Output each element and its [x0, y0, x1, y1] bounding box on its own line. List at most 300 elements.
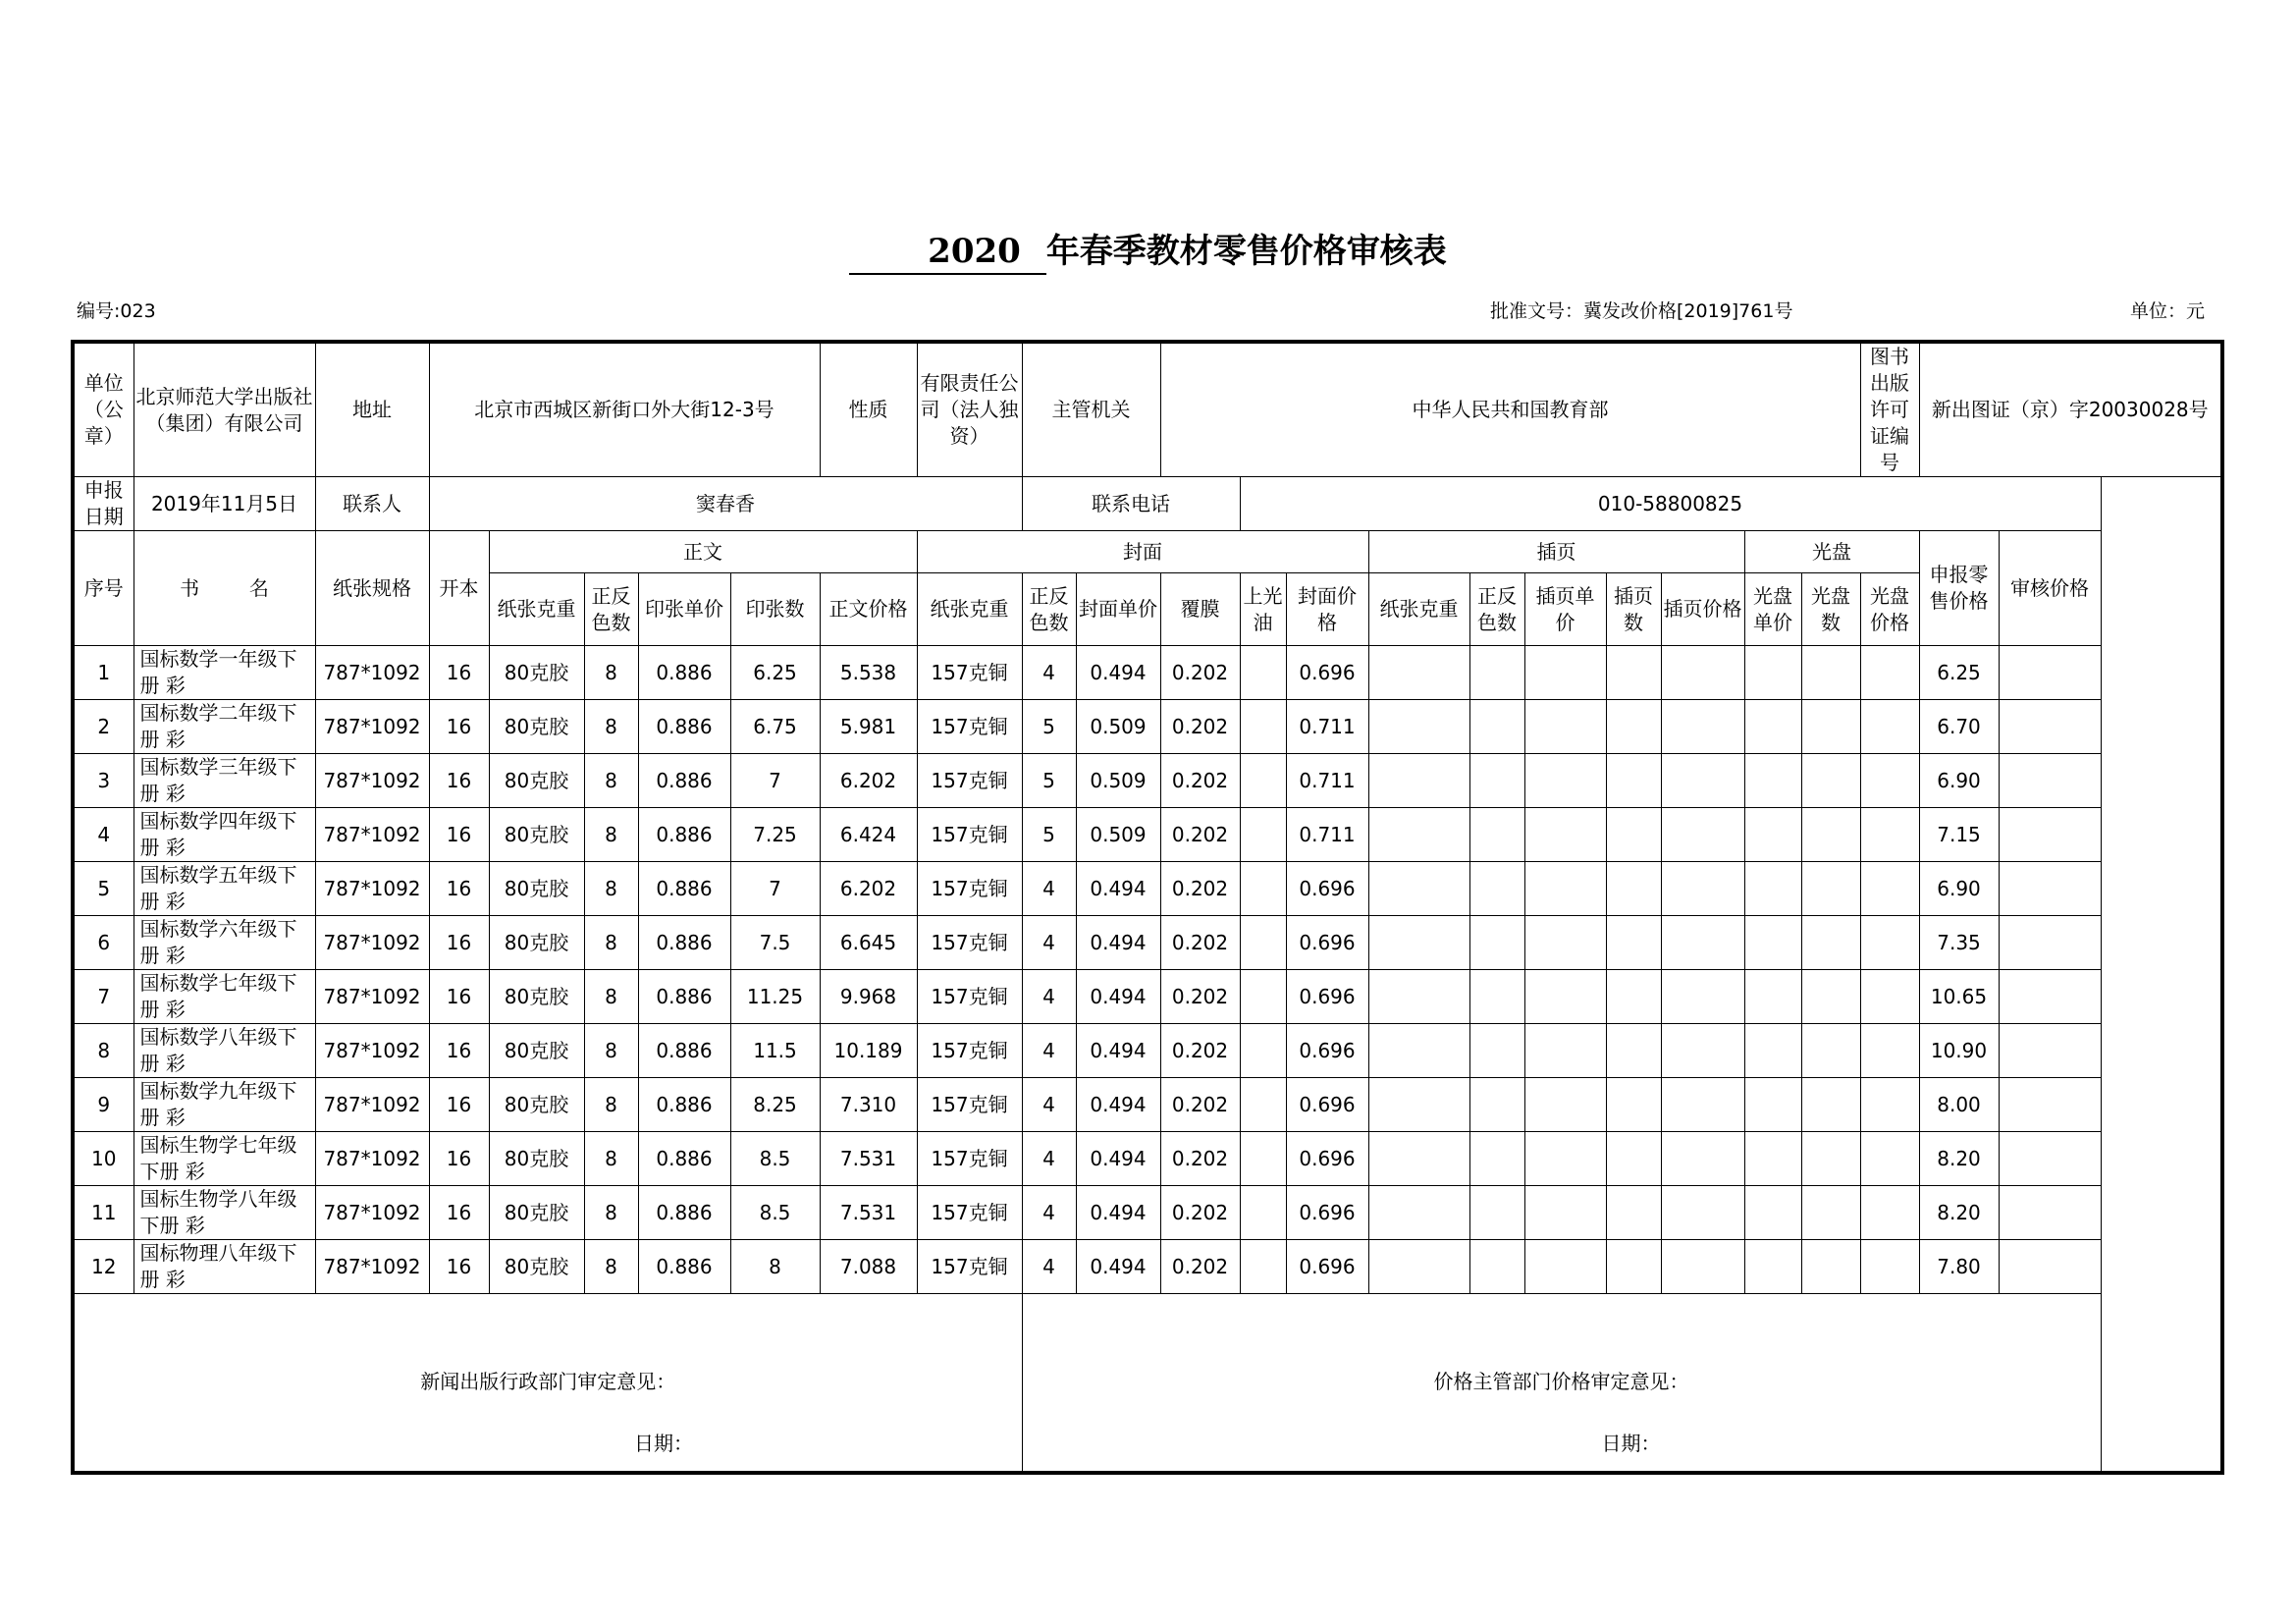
cell-seq: 8: [73, 1024, 133, 1078]
cell-cw: 157克铜: [917, 1240, 1022, 1294]
cell-seq: 12: [73, 1240, 133, 1294]
cell-bw: 80克胶: [489, 808, 584, 862]
cell-bc: 8: [584, 1078, 638, 1132]
empty-cell: [1368, 1132, 1469, 1186]
cell-cu: 0.494: [1076, 970, 1160, 1024]
cell-bu: 0.886: [638, 862, 730, 916]
cell-bc: 8: [584, 916, 638, 970]
cell-name: 国标物理八年级下册 彩: [133, 1240, 315, 1294]
cell-cc: 4: [1022, 1186, 1076, 1240]
cell-cf: 0.202: [1160, 1240, 1240, 1294]
header-cover-price: 封面价格: [1286, 573, 1368, 646]
cell-bc: 8: [584, 754, 638, 808]
cell-cw: 157克铜: [917, 1132, 1022, 1186]
empty-cell: [1860, 1024, 1919, 1078]
cell-seq: 11: [73, 1186, 133, 1240]
header-body-colors: 正反色数: [584, 573, 638, 646]
cell-bp: 5.981: [820, 700, 917, 754]
empty-cell: [1524, 1186, 1606, 1240]
empty-cell: [1661, 1186, 1744, 1240]
empty-cell: [1606, 646, 1661, 700]
phone-label: 联系电话: [1022, 477, 1240, 531]
cell-bs: 11.5: [730, 1024, 820, 1078]
cell-bc: 8: [584, 646, 638, 700]
empty-cell: [1368, 1024, 1469, 1078]
cell-ap: [1999, 1024, 2101, 1078]
empty-cell: [1801, 1024, 1860, 1078]
empty-cell: [1469, 1078, 1524, 1132]
header-disc-count: 光盘数: [1801, 573, 1860, 646]
cell-bu: 0.886: [638, 754, 730, 808]
empty-cell: [1524, 1132, 1606, 1186]
empty-cell: [1860, 646, 1919, 700]
cell-co: [1240, 862, 1286, 916]
empty-cell: [1368, 1240, 1469, 1294]
cell-ap: [1999, 1240, 2101, 1294]
cell-ap: [1999, 700, 2101, 754]
cell-dp: 6.70: [1919, 700, 1999, 754]
cell-cp: 0.696: [1286, 862, 1368, 916]
empty-cell: [1524, 1078, 1606, 1132]
empty-cell: [1368, 646, 1469, 700]
empty-cell: [1368, 754, 1469, 808]
cell-bp: 6.202: [820, 862, 917, 916]
cell-name: 国标数学五年级下册 彩: [133, 862, 315, 916]
empty-cell: [1524, 1024, 1606, 1078]
cell-co: [1240, 700, 1286, 754]
cell-cu: 0.494: [1076, 646, 1160, 700]
cell-seq: 6: [73, 916, 133, 970]
empty-cell: [1744, 1132, 1801, 1186]
cell-bp: 6.424: [820, 808, 917, 862]
price-opinion-label: 价格主管部门价格审定意见：: [1433, 1370, 1689, 1394]
cell-bc: 8: [584, 1024, 638, 1078]
header-body-sheets: 印张数: [730, 573, 820, 646]
empty-cell: [1661, 916, 1744, 970]
cell-bu: 0.886: [638, 646, 730, 700]
cell-size: 787*1092: [315, 754, 429, 808]
cell-co: [1240, 754, 1286, 808]
cell-ap: [1999, 808, 2101, 862]
cell-co: [1240, 1078, 1286, 1132]
cell-cu: 0.494: [1076, 1186, 1160, 1240]
cell-name: 国标数学七年级下册 彩: [133, 970, 315, 1024]
cell-cc: 5: [1022, 754, 1076, 808]
cell-cu: 0.509: [1076, 808, 1160, 862]
cell-cf: 0.202: [1160, 754, 1240, 808]
cell-dp: 7.35: [1919, 916, 1999, 970]
empty-cell: [1860, 808, 1919, 862]
cell-dp: 6.90: [1919, 754, 1999, 808]
cell-cw: 157克铜: [917, 1186, 1022, 1240]
cell-bs: 6.25: [730, 646, 820, 700]
cell-cw: 157克铜: [917, 808, 1022, 862]
cell-dp: 8.20: [1919, 1132, 1999, 1186]
date-label: 申报日期: [73, 477, 133, 531]
cell-cf: 0.202: [1160, 862, 1240, 916]
cell-bs: 8: [730, 1240, 820, 1294]
cell-bs: 7: [730, 754, 820, 808]
press-opinion-date: 日期：: [634, 1431, 693, 1455]
page-title: [0, 224, 2296, 275]
cell-dp: 7.15: [1919, 808, 1999, 862]
cell-co: [1240, 970, 1286, 1024]
cell-dp: 6.90: [1919, 862, 1999, 916]
cell-ap: [1999, 1132, 2101, 1186]
header-format: 开本: [429, 531, 489, 646]
cell-fmt: 16: [429, 1024, 489, 1078]
phone-value: 010-58800825: [1240, 477, 2101, 531]
header-audit-price: 审核价格: [1999, 531, 2101, 646]
empty-cell: [1606, 754, 1661, 808]
empty-cell: [1801, 862, 1860, 916]
cell-bp: 5.538: [820, 646, 917, 700]
header-row-groups: [73, 531, 2222, 573]
cell-size: 787*1092: [315, 970, 429, 1024]
cell-seq: 7: [73, 970, 133, 1024]
cell-ap: [1999, 1078, 2101, 1132]
header-cover-colors: 正反色数: [1022, 573, 1076, 646]
header-insert-price: 插页价格: [1661, 573, 1744, 646]
cell-bw: 80克胶: [489, 700, 584, 754]
empty-cell: [1860, 754, 1919, 808]
empty-cell: [1744, 1240, 1801, 1294]
cell-bc: 8: [584, 862, 638, 916]
contact-value: 窦春香: [429, 477, 1022, 531]
cell-cf: 0.202: [1160, 1078, 1240, 1132]
empty-cell: [1744, 700, 1801, 754]
cell-bw: 80克胶: [489, 646, 584, 700]
header-disc-group: 光盘: [1744, 531, 1919, 573]
cell-cw: 157克铜: [917, 700, 1022, 754]
cell-cc: 4: [1022, 916, 1076, 970]
empty-cell: [1661, 1240, 1744, 1294]
cell-bu: 0.886: [638, 700, 730, 754]
unit-value: 北京师范大学出版社（集团）有限公司: [133, 342, 315, 477]
cell-fmt: 16: [429, 808, 489, 862]
cell-cc: 5: [1022, 808, 1076, 862]
header-insert-count: 插页数: [1606, 573, 1661, 646]
header-insert-group: 插页: [1368, 531, 1744, 573]
cell-size: 787*1092: [315, 700, 429, 754]
empty-cell: [1524, 646, 1606, 700]
cell-cf: 0.202: [1160, 700, 1240, 754]
cell-bw: 80克胶: [489, 970, 584, 1024]
cell-cc: 4: [1022, 970, 1076, 1024]
table-row: [73, 1132, 2222, 1186]
header-cover-group: 封面: [917, 531, 1368, 573]
empty-cell: [1524, 808, 1606, 862]
header-insert-paper-weight: 纸张克重: [1368, 573, 1469, 646]
header-insert-unit-price: 插页单价: [1524, 573, 1606, 646]
empty-cell: [1661, 808, 1744, 862]
cell-bs: 8.25: [730, 1078, 820, 1132]
cell-cp: 0.696: [1286, 1024, 1368, 1078]
empty-cell: [1744, 754, 1801, 808]
cell-bw: 80克胶: [489, 862, 584, 916]
cell-cf: 0.202: [1160, 646, 1240, 700]
cell-cu: 0.494: [1076, 862, 1160, 916]
empty-cell: [1860, 1132, 1919, 1186]
cell-cw: 157克铜: [917, 970, 1022, 1024]
header-cover-unit-price: 封面单价: [1076, 573, 1160, 646]
cell-bc: 8: [584, 1240, 638, 1294]
cell-name: 国标生物学七年级下册 彩: [133, 1132, 315, 1186]
cell-cf: 0.202: [1160, 916, 1240, 970]
header-disc-price: 光盘价格: [1860, 573, 1919, 646]
empty-cell: [1368, 916, 1469, 970]
header-body-sheet-price: 印张单价: [638, 573, 730, 646]
cell-bc: 8: [584, 808, 638, 862]
license-label: 图书出版许可证编号: [1860, 342, 1919, 477]
empty-cell: [1801, 970, 1860, 1024]
cell-co: [1240, 1240, 1286, 1294]
empty-cell: [1606, 1024, 1661, 1078]
address-value: 北京市西城区新街口外大街12-3号: [429, 342, 820, 477]
cell-seq: 5: [73, 862, 133, 916]
cell-cu: 0.509: [1076, 754, 1160, 808]
contact-label: 联系人: [315, 477, 429, 531]
address-label: 地址: [315, 342, 429, 477]
table-row: [73, 916, 2222, 970]
cell-ap: [1999, 1186, 2101, 1240]
cell-cw: 157克铜: [917, 1024, 1022, 1078]
nature-label: 性质: [820, 342, 917, 477]
cell-bu: 0.886: [638, 1024, 730, 1078]
empty-cell: [1524, 1240, 1606, 1294]
header-body-price: 正文价格: [820, 573, 917, 646]
empty-cell: [1801, 646, 1860, 700]
cell-bw: 80克胶: [489, 1186, 584, 1240]
table-row: [73, 700, 2222, 754]
header-declared-price: 申报零售价格: [1919, 531, 1999, 646]
cell-cu: 0.494: [1076, 916, 1160, 970]
empty-cell: [1368, 700, 1469, 754]
cell-bs: 8.5: [730, 1132, 820, 1186]
header-cover-film: 覆膜: [1160, 573, 1240, 646]
cell-cp: 0.711: [1286, 754, 1368, 808]
empty-cell: [1469, 1024, 1524, 1078]
empty-cell: [1469, 1186, 1524, 1240]
cell-dp: 8.20: [1919, 1186, 1999, 1240]
empty-cell: [1744, 646, 1801, 700]
cell-ap: [1999, 646, 2101, 700]
table-row: [73, 1186, 2222, 1240]
press-opinion-label: 新闻出版行政部门审定意见：: [420, 1370, 676, 1394]
empty-cell: [1606, 862, 1661, 916]
empty-cell: [1524, 862, 1606, 916]
empty-cell: [1368, 808, 1469, 862]
cell-seq: 10: [73, 1132, 133, 1186]
cell-cu: 0.494: [1076, 1132, 1160, 1186]
date-value: 2019年11月5日: [133, 477, 315, 531]
price-opinion-cell: [1022, 1294, 2101, 1473]
empty-cell: [1469, 862, 1524, 916]
empty-cell: [1368, 1186, 1469, 1240]
cell-bu: 0.886: [638, 916, 730, 970]
cell-bw: 80克胶: [489, 1024, 584, 1078]
table-row: [73, 646, 2222, 700]
cell-bu: 0.886: [638, 808, 730, 862]
cell-size: 787*1092: [315, 916, 429, 970]
empty-cell: [1606, 970, 1661, 1024]
cell-co: [1240, 808, 1286, 862]
cell-ap: [1999, 754, 2101, 808]
empty-cell: [1368, 1078, 1469, 1132]
empty-cell: [1801, 808, 1860, 862]
cell-cc: 4: [1022, 862, 1076, 916]
empty-cell: [1801, 1132, 1860, 1186]
cell-cc: 5: [1022, 700, 1076, 754]
price-opinion-date: 日期：: [1601, 1431, 1661, 1455]
cell-cp: 0.711: [1286, 808, 1368, 862]
empty-cell: [1860, 1240, 1919, 1294]
empty-cell: [1469, 700, 1524, 754]
cell-fmt: 16: [429, 1240, 489, 1294]
cell-bu: 0.886: [638, 1132, 730, 1186]
cell-fmt: 16: [429, 646, 489, 700]
table-row: [73, 970, 2222, 1024]
cell-size: 787*1092: [315, 862, 429, 916]
header-disc-unit-price: 光盘单价: [1744, 573, 1801, 646]
cell-cp: 0.696: [1286, 1078, 1368, 1132]
cell-name: 国标数学六年级下册 彩: [133, 916, 315, 970]
cell-name: 国标数学九年级下册 彩: [133, 1078, 315, 1132]
empty-cell: [1524, 916, 1606, 970]
cell-seq: 2: [73, 700, 133, 754]
approval-number: 批准文号：冀发改价格[2019]761号: [1490, 300, 1793, 322]
cell-bs: 7.5: [730, 916, 820, 970]
table-row: [73, 1240, 2222, 1294]
cell-bw: 80克胶: [489, 1240, 584, 1294]
empty-cell: [1801, 1240, 1860, 1294]
empty-cell: [1860, 970, 1919, 1024]
header-book-name: 书 名: [133, 531, 315, 646]
nature-value: 有限责任公司（法人独资）: [917, 342, 1022, 477]
cell-bs: 11.25: [730, 970, 820, 1024]
empty-cell: [1606, 916, 1661, 970]
header-seq: 序号: [73, 531, 133, 646]
cell-ap: [1999, 862, 2101, 916]
table-row: [73, 754, 2222, 808]
opinion-row: [73, 1294, 2222, 1473]
cell-name: 国标生物学八年级下册 彩: [133, 1186, 315, 1240]
empty-cell: [1744, 970, 1801, 1024]
empty-cell: [1661, 1078, 1744, 1132]
empty-cell: [1469, 646, 1524, 700]
cell-size: 787*1092: [315, 1240, 429, 1294]
cell-seq: 4: [73, 808, 133, 862]
cell-name: 国标数学四年级下册 彩: [133, 808, 315, 862]
table-row: [73, 1024, 2222, 1078]
cell-cc: 4: [1022, 1132, 1076, 1186]
cell-cp: 0.696: [1286, 1240, 1368, 1294]
cell-dp: 10.90: [1919, 1024, 1999, 1078]
cell-size: 787*1092: [315, 1132, 429, 1186]
empty-cell: [1744, 808, 1801, 862]
cell-bw: 80克胶: [489, 1132, 584, 1186]
empty-cell: [1606, 1132, 1661, 1186]
license-value: 新出图证（京）字20030028号: [1919, 342, 2222, 477]
cell-dp: 8.00: [1919, 1078, 1999, 1132]
empty-cell: [1469, 916, 1524, 970]
empty-cell: [1744, 1186, 1801, 1240]
cell-cf: 0.202: [1160, 808, 1240, 862]
cell-bp: 6.202: [820, 754, 917, 808]
cell-size: 787*1092: [315, 808, 429, 862]
cell-ap: [1999, 916, 2101, 970]
cell-cf: 0.202: [1160, 970, 1240, 1024]
cell-bs: 7: [730, 862, 820, 916]
empty-cell: [1744, 916, 1801, 970]
document-number: 编号:023: [77, 300, 156, 322]
cell-cp: 0.696: [1286, 646, 1368, 700]
cell-bu: 0.886: [638, 1078, 730, 1132]
empty-cell: [1860, 700, 1919, 754]
empty-cell: [1801, 754, 1860, 808]
authority-value: 中华人民共和国教育部: [1160, 342, 1860, 477]
cell-cw: 157克铜: [917, 916, 1022, 970]
cell-name: 国标数学三年级下册 彩: [133, 754, 315, 808]
authority-label: 主管机关: [1022, 342, 1160, 477]
cell-bw: 80克胶: [489, 916, 584, 970]
cell-cf: 0.202: [1160, 1024, 1240, 1078]
cell-bs: 8.5: [730, 1186, 820, 1240]
title-year: 2020: [849, 232, 1046, 275]
cell-bp: 9.968: [820, 970, 917, 1024]
empty-cell: [1469, 1132, 1524, 1186]
cell-fmt: 16: [429, 970, 489, 1024]
cell-bp: 7.310: [820, 1078, 917, 1132]
cell-bp: 6.645: [820, 916, 917, 970]
cell-bp: 7.088: [820, 1240, 917, 1294]
cell-cp: 0.711: [1286, 700, 1368, 754]
empty-cell: [1661, 646, 1744, 700]
empty-cell: [1661, 700, 1744, 754]
cell-seq: 3: [73, 754, 133, 808]
empty-cell: [1524, 700, 1606, 754]
empty-cell: [1469, 1240, 1524, 1294]
cell-cu: 0.509: [1076, 700, 1160, 754]
empty-cell: [1860, 862, 1919, 916]
empty-cell: [1661, 970, 1744, 1024]
empty-cell: [1860, 916, 1919, 970]
cell-cu: 0.494: [1076, 1024, 1160, 1078]
title-text: 年春季教材零售价格审核表: [1045, 232, 1447, 271]
cell-co: [1240, 916, 1286, 970]
empty-cell: [1661, 1024, 1744, 1078]
empty-cell: [1606, 1240, 1661, 1294]
cell-fmt: 16: [429, 1186, 489, 1240]
header-cover-varnish: 上光油: [1240, 573, 1286, 646]
cell-cp: 0.696: [1286, 1186, 1368, 1240]
empty-cell: [1469, 754, 1524, 808]
empty-cell: [1368, 862, 1469, 916]
cell-dp: 10.65: [1919, 970, 1999, 1024]
cell-bp: 10.189: [820, 1024, 917, 1078]
cell-cc: 4: [1022, 1078, 1076, 1132]
cell-bu: 0.886: [638, 1240, 730, 1294]
cell-cc: 4: [1022, 1024, 1076, 1078]
empty-cell: [1801, 1186, 1860, 1240]
cell-ap: [1999, 970, 2101, 1024]
empty-cell: [1860, 1078, 1919, 1132]
table-row: [73, 1078, 2222, 1132]
cell-co: [1240, 1186, 1286, 1240]
cell-name: 国标数学一年级下册 彩: [133, 646, 315, 700]
cell-dp: 6.25: [1919, 646, 1999, 700]
cell-cu: 0.494: [1076, 1240, 1160, 1294]
